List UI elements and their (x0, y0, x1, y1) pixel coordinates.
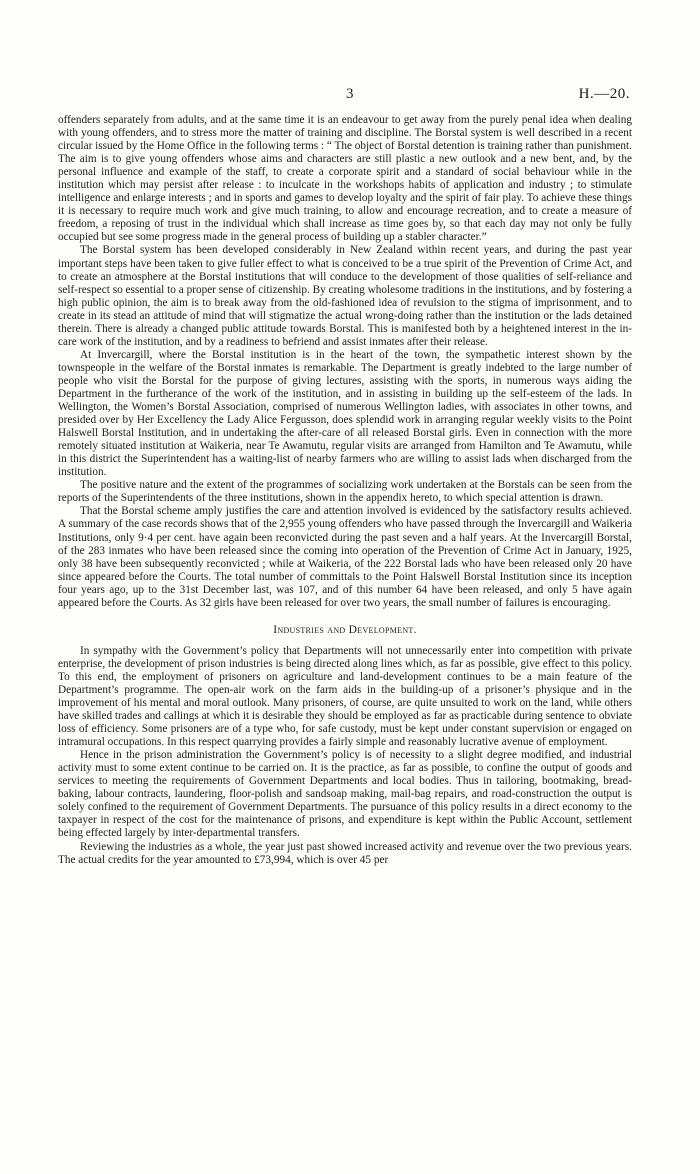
section-heading: Industries and Development. (273, 623, 417, 636)
paragraph: The Borstal system has been developed considerably in New Zealand within recent years, and during the past year important steps have been taken to give fuller effect to what is conceived to be a true spirit of the Prevention of Crime Act, and to create an atmosphere at the Borstal institutions that will conduce to the development of those qualities of self-reliance and self-respect so essential to a proper sense of citizenship. By creating wholesome traditions in the institutions, and by fostering a high public opinion, the aim is to break away from the old-fashioned idea of revulsion to the stigma of imprisonment, and to create in its stead an attitude of mind that will stigmatize the actual wrong-doing rather than the institution or the lads detained therein. There is already a changed public attitude towards Borstal. This is manifested both by a heightened interest in the in-care work of the institution, and by a readiness to befriend and assist inmates after their release. (58, 244, 632, 348)
paragraph: Hence in the prison administration the Government’s policy is of necessity to a slight degree modified, and industrial activity must to some extent continue to be carried on. It is the practice, as far as possible, to confine the output of goods and services to meeting the requirements of Government Departments and local bodies. Thus in tailoring, bootmaking, bread-baking, labour contracts, laundering, floor-polish and sandsoap making, mail-bag repairs, and road-construction the output is solely confined to the requirement of Government Departments. The pursuance of this policy results in a direct economy to the taxpayer in respect of the cost for the maintenance of prisons, and expenditure is kept within the Public Account, settlement being effected largely by inter-departmental transfers. (58, 749, 632, 840)
report-code: H.—20. (578, 86, 630, 102)
paragraph: That the Borstal scheme amply justifies the care and attention involved is evidenced by the satisfactory results achieved. A summary of the case records shows that of the 2,955 young offenders who have passed through the Invercargill and Waikeria Institutions, only 9·4 per cent. have again been reconvicted during the past seven and a half years. At the Invercargill Borstal, of the 283 inmates who have been released since the coming into operation of the Prevention of Crime Act in January, 1925, only 38 have been subsequently reconvicted ; while at Waikeria, of the 222 Borstal lads who have been released only 20 have since appeared before the Courts. The total number of committals to the Point Halswell Borstal Institution since its inception four years ago, up to the 31st December last, was 107, and of this number 64 have been released, and only 5 have again appeared before the Courts. As 32 girls have been released for over two years, the small number of failures is encouraging. (58, 505, 632, 609)
paragraph: In sympathy with the Government’s policy that Departments will not unnecessarily enter into competition with private enterprise, the development of prison industries is being directed along lines which, as far as possible, give effect to this policy. To this end, the employment of prisoners on agriculture and land-development continues to be a main feature of the Department’s programme. The open-air work on the farm aids in the building-up of a prisoner’s physique and in the improvement of his mental and moral outlook. Many prisoners, of course, are quite unsuited to work on the land, while others have skilled trades and callings at which it is desirable they should be employed as far as practicable during sentence to obviate loss of efficiency. Some prisoners are of a type who, for safe custody, must be kept under constant supervision or engaged on intramural occupations. In this respect quarrying provides a fairly simple and reasonably lucrative avenue of employment. (58, 644, 632, 749)
body-text (58, 114, 632, 867)
paragraph: Reviewing the industries as a whole, the year just past showed increased activity and revenue over the two previous years. The actual credits for the year amounted to £73,994, which is over 45 per (58, 840, 632, 866)
paragraph: At Invercargill, where the Borstal institution is in the heart of the town, the sympathetic interest shown by the townspeople in the welfare of the Borstal inmates is remarkable. The Department is greatly indebted to the large number of people who visit the Borstal for the purpose of giving lectures, assisting with the sports, in numerous ways aiding the Department in the furtherance of the work of the institution, and in assisting in building up the self-esteem of the lads. In Wellington, the Women’s Borstal Association, comprised of numerous Wellington ladies, with associates in other towns, and presided over by Her Excellency the Lady Alice Fergusson, does splendid work in arranging regular weekly visits to the Point Halswell Borstal Institution, and in undertaking the after-care of all released Borstal girls. Even in connection with the more remotely situated institution at Waikeria, near Te Awamutu, regular visits are arranged from Hamilton and Te Awamutu, while in this district the Superintendent has a waiting-list of nearby farmers who are willing to assist lads when discharged from the institution. (58, 348, 632, 479)
paragraph: offenders separately from adults, and at the same time it is an endeavour to get away from the purely penal idea when dealing with young offenders, and to stress more the matter of training and discipline. The Borstal system is well described in a recent circular issued by the Home Office in the following terms : “ The object of Borstal detention is training rather than punishment. The aim is to give young offenders whose aims and characters are still plastic a new outlook and a new bent, and, by the personal influence and example of the staff, to create a corporate spirit and a standard of social behaviour while in the institution which may persist after release : to inculcate in the workshops habits of application and industry ; to stimulate intelligence and enlarge interests ; and in sports and games to develop loyalty and the spirit of fair play. To achieve these things it is necessary to require much work and give much training, to allow and encourage recreation, and to create a measure of freedom, a reposing of trust in the individual which shall increase as time goes by, so that each day may not only be fully occupied but see some progress made in the general process of building up a stabler character.” (58, 114, 632, 244)
paragraph: The positive nature and the extent of the programmes of socializing work undertaken at the Borstals can be seen from the reports of the Superintendents of the three institutions, shown in the appendix hereto, to which special attention is drawn. (58, 479, 632, 505)
page-number: 3 (346, 86, 354, 102)
page-header (0, 86, 700, 108)
